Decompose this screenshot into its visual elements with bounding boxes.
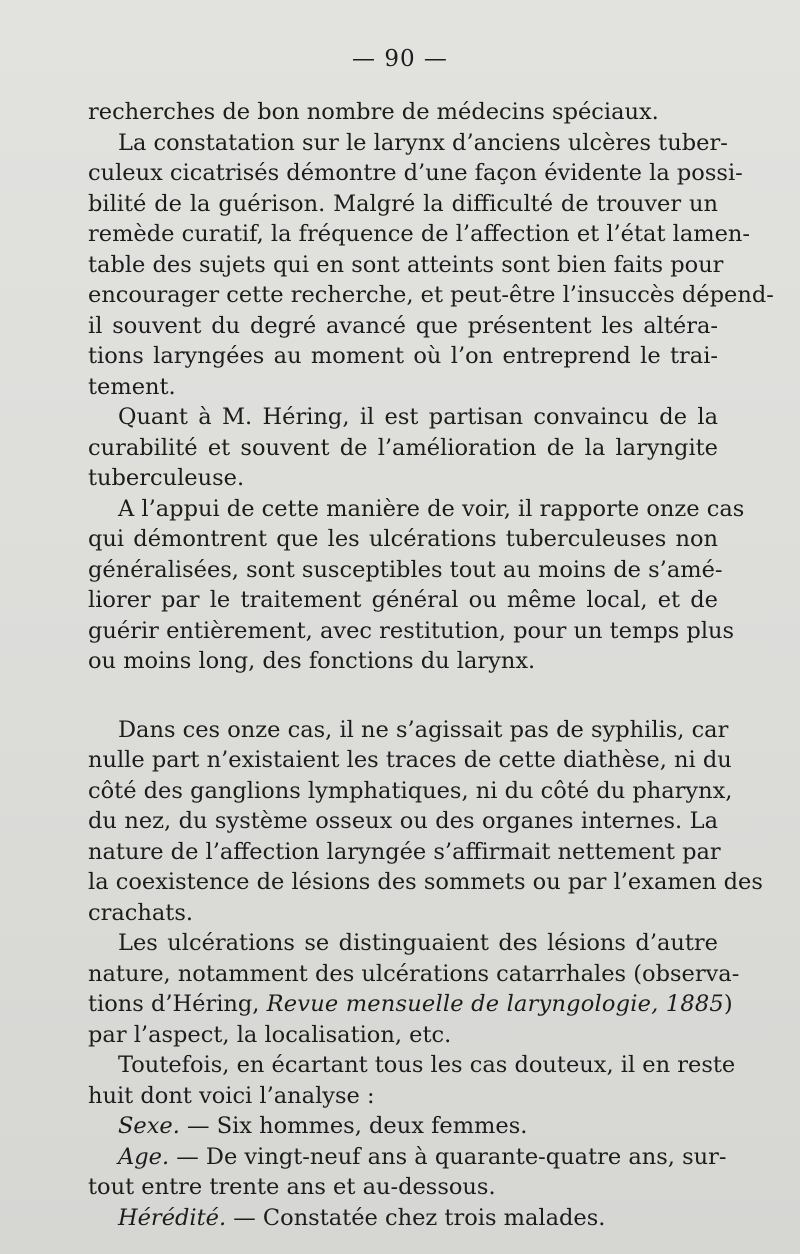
text-line: il souvent du degré avancé que présentent les altéra-	[88, 312, 718, 339]
text-line	[88, 989, 733, 1020]
text-line: huit dont voici l’analyse :	[88, 1082, 375, 1109]
text-line: généralisées, sont susceptibles tout au moins de s’amé-	[88, 556, 723, 583]
text-line: côté des ganglions lymphatiques, ni du côté du pharynx,	[88, 777, 733, 804]
text-line	[88, 1203, 718, 1234]
italic-text: Sexe.	[118, 1113, 180, 1139]
text-line: Toutefois, en écartant tous les cas douteux, il en reste	[118, 1052, 736, 1078]
text-segment: — Six hommes, deux femmes.	[179, 1113, 528, 1139]
text-segment: )	[723, 991, 733, 1017]
text-line: tuberculeuse.	[88, 465, 245, 491]
text-line: nulle part n’existaient les traces de cette diathèse, ni du	[88, 747, 732, 773]
text-line: encourager cette recherche, et peut-être l’insuccès dépend-	[88, 282, 774, 308]
text-line: Quant à M. Héring, il est partisan convaincu de la	[118, 404, 718, 430]
text-line: recherches de bon nombre de médecins spéciaux.	[88, 99, 659, 125]
italic-text: Hérédité.	[118, 1204, 227, 1231]
text-line: tement.	[88, 373, 176, 400]
text-line	[88, 1142, 727, 1173]
text-line: ou moins long, des fonctions du larynx.	[88, 648, 536, 674]
text-line: la coexistence de lésions des sommets ou par l’examen des	[88, 869, 763, 895]
text-line: du nez, du système osseux ou des organes internes. La	[88, 808, 718, 834]
text-line: nature de l’affection laryngée s’affirmait nettement par	[88, 838, 721, 865]
text-line: Les ulcérations se distinguaient des lésions d’autre	[118, 930, 718, 956]
text-line: Dans ces onze cas, il ne s’agissait pas de syphilis, car	[118, 716, 729, 743]
text-line: par l’aspect, la localisation, etc.	[88, 1021, 452, 1048]
body-text	[88, 97, 774, 1233]
text-line: table des sujets qui en sont atteints sont bien faits pour	[88, 251, 724, 278]
text-line: liorer par le traitement général ou même local, et de	[88, 587, 718, 613]
text-line: bilité de la guérison. Malgré la difficulté de trouver un	[88, 190, 718, 217]
text-line: crachats.	[88, 899, 194, 926]
italic-text: Age.	[118, 1143, 170, 1170]
text-line: La constatation sur le larynx d’anciens ulcères tuber-	[118, 129, 728, 156]
text-line: tions laryngées au moment où l’on entreprend le trai-	[88, 343, 718, 369]
text-segment: — De vingt-neuf ans à quarante-quatre ans, sur-	[169, 1143, 727, 1170]
text-line: remède curatif, la fréquence de l’affection et l’état lamen-	[88, 221, 750, 247]
text-line: curabilité et souvent de l’amélioration de la laryngite	[88, 434, 718, 461]
text-line: tout entre trente ans et au-dessous.	[88, 1174, 496, 1200]
text-segment: — Constatée chez trois malades.	[226, 1204, 606, 1231]
text-line: guérir entièrement, avec restitution, pour un temps plus	[88, 617, 735, 644]
text-segment: tions d’Héring,	[88, 991, 267, 1017]
text-line: A l’appui de cette manière de voir, il rapporte onze cas	[118, 495, 745, 522]
page-number: — 90 —	[352, 46, 448, 72]
text-line	[88, 1111, 718, 1142]
paragraph-gap	[88, 677, 718, 715]
text-line: qui démontrent que les ulcérations tuberculeuses non	[88, 526, 718, 552]
text-line: culeux cicatrisés démontre d’une façon évidente la possi-	[88, 160, 743, 186]
text-line: nature, notamment des ulcérations catarrhales (observa-	[88, 960, 740, 987]
italic-text: Revue mensuelle de laryngologie, 1885	[266, 991, 724, 1017]
